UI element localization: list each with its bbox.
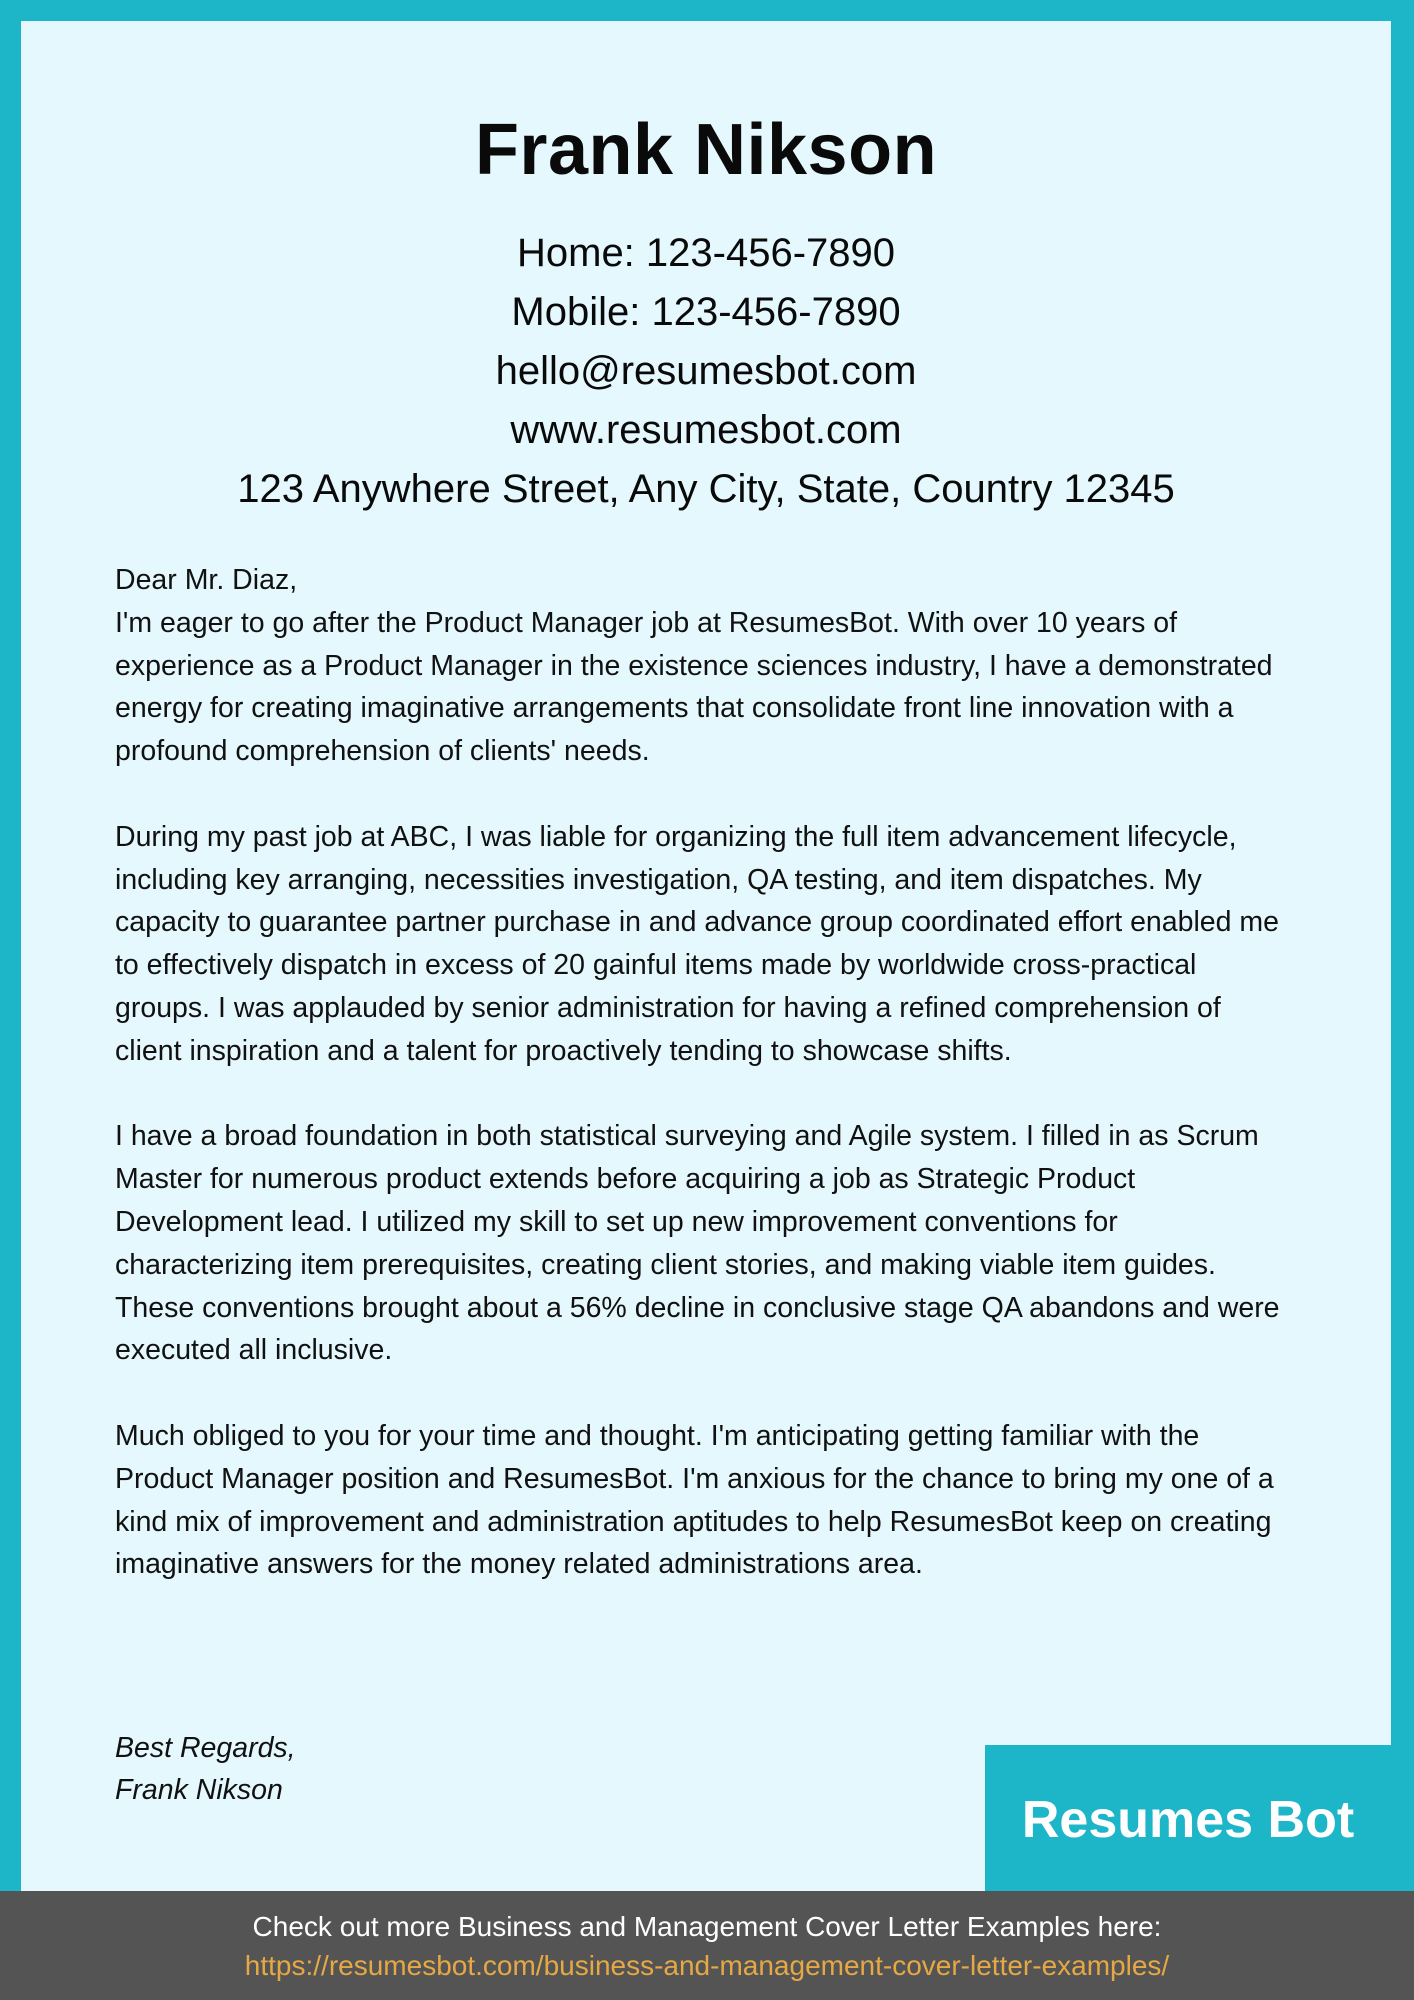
paragraph-background: I have a broad foundation in both statistical surveying and Agile system. I filled in as Scrum Master for numerous product extends before acquiring a job as Strategic Product Development lead. I utilized my skill to set up new improvement conventions for characterizing item prerequisites, creating client stories, and making viable item guides. These conventions brought about a 56% decline in conclusive stage QA abandons and were executed all inclusive.: [115, 1120, 1280, 1367]
paragraph-closing: Much obliged to you for your time and thought. I'm anticipating getting familiar with the Product Manager position and ResumesBot. I'm anxious for the chance to bring my one of a kind mix of improvement and administration aptitudes to help ResumesBot keep on creating imaginative answers for the money related administrations area.: [115, 1419, 1274, 1581]
letter-body: [115, 559, 1295, 1629]
signature-block: [115, 1727, 296, 1811]
email-address: hello@resumesbot.com: [495, 349, 917, 393]
brand-badge: [985, 1745, 1391, 1891]
footer-link[interactable]: https://resumesbot.com/business-and-management-cover-letter-examples/: [244, 1950, 1170, 1981]
signature-name: Frank Nikson: [115, 1774, 283, 1806]
paragraph-experience: During my past job at ABC, I was liable for organizing the full item advancement lifecycle, including key arranging, necessities investigation, QA testing, and item dispatches. My capacity to guarantee partner purchase in and advance group coordinated effort enabled me to effectively dispatch in excess of 20 gainful items made by worldwide cross-practical groups. I was applauded by senior administration for having a refined comprehension of client inspiration and a talent for proactively tending to showcase shifts.: [115, 820, 1280, 1067]
brand-label: Resumes Bot: [1021, 1791, 1355, 1849]
applicant-name: Frank Nikson: [474, 110, 938, 190]
salutation: Dear Mr. Diaz,: [115, 564, 298, 596]
paragraph-intro: I'm eager to go after the Product Manager job at ResumesBot. With over 10 years of experience as a Product Manager in the existence sciences industry, I have a demonstrated energy for creating imaginative arrangements that consolidate front line innovation with a profound comprehension of clients' needs.: [115, 606, 1273, 768]
street-address: 123 Anywhere Street, Any City, State, Country 12345: [237, 467, 1175, 511]
website: www.resumesbot.com: [510, 408, 902, 452]
footer-text: Check out more Business and Management Cover Letter Examples here:: [252, 1911, 1162, 1942]
home-phone: Home: 123-456-7890: [516, 231, 896, 275]
mobile-phone: Mobile: 123-456-7890: [511, 290, 901, 334]
closing-phrase: Best Regards,: [115, 1732, 296, 1764]
footer-bar: [0, 1891, 1414, 2000]
letter-page: [21, 21, 1391, 1891]
